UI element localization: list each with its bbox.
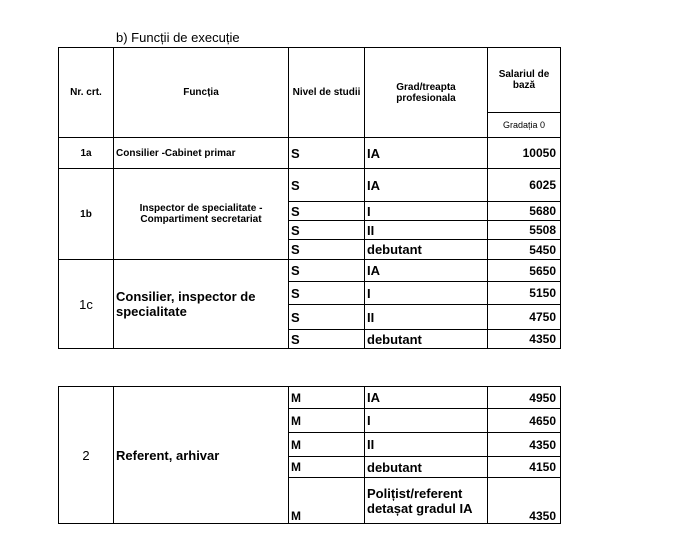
group-1c-salariu-2: 4750 [488,305,561,330]
group-2-salariu-4: 4350 [488,478,561,524]
group-1b-nivel-1: S [289,202,365,221]
header-salariul: Salariul de bază [488,48,561,113]
group-1c-salariu-3: 4350 [488,330,561,349]
group-1b-salariu-1: 5680 [488,202,561,221]
group-1c-nr: 1c [59,260,114,349]
salary-table-main [58,47,561,349]
group-1b-grad-0: IA [365,169,488,202]
group-1b-grad-1: I [365,202,488,221]
group-2-salariu-2: 4350 [488,433,561,457]
group-1b-functia: Inspector de specialitate - Compartiment secretariat [114,169,289,260]
group-2-nivel-4: M [289,478,365,524]
group-1c-grad-1: I [365,282,488,305]
salary-table-group-2 [58,386,561,524]
row-1a-nr: 1a [59,138,114,169]
group-1c-grad-3: debutant [365,330,488,349]
group-2-functia: Referent, arhivar [114,387,289,524]
group-1b-grad-3: debutant [365,240,488,260]
header-functia: Funcția [114,48,289,138]
group-2-salariu-1: 4650 [488,409,561,433]
group-2-grad-4: Polițist/referent detașat gradul IA [365,478,488,524]
header-grad: Grad/treapta profesionala [365,48,488,138]
group-1c-nivel-3: S [289,330,365,349]
header-nivel: Nivel de studii [289,48,365,138]
group-2-nivel-2: M [289,433,365,457]
group-1c-functia: Consilier, inspector de specialitate [114,260,289,349]
header-nr: Nr. crt. [59,48,114,138]
group-1b-nr: 1b [59,169,114,260]
group-2-grad-0: IA [365,387,488,409]
group-1c-nivel-1: S [289,282,365,305]
group-1b-nivel-2: S [289,221,365,240]
group-1c-nivel-0: S [289,260,365,282]
row-1a-grad: IA [365,138,488,169]
group-2-salariu-3: 4150 [488,457,561,478]
group-2-grad-2: II [365,433,488,457]
group-2-nivel-3: M [289,457,365,478]
group-1c-nivel-2: S [289,305,365,330]
group-1b-nivel-0: S [289,169,365,202]
group-1c-grad-2: II [365,305,488,330]
group-1b-nivel-3: S [289,240,365,260]
group-2-nr: 2 [59,387,114,524]
row-1a-functia: Consilier -Cabinet primar [114,138,289,169]
group-1b-salariu-0: 6025 [488,169,561,202]
group-1c-salariu-1: 5150 [488,282,561,305]
group-1c-salariu-0: 5650 [488,260,561,282]
group-2-grad-1: I [365,409,488,433]
header-gradatia: Gradația 0 [488,113,561,138]
group-1b-salariu-2: 5508 [488,221,561,240]
section-heading: b) Funcții de execuție [116,30,240,45]
group-1c-grad-0: IA [365,260,488,282]
group-2-salariu-0: 4950 [488,387,561,409]
group-1b-salariu-3: 5450 [488,240,561,260]
group-2-nivel-1: M [289,409,365,433]
row-1a-salariu: 10050 [488,138,561,169]
group-2-grad-3: debutant [365,457,488,478]
row-1a-nivel: S [289,138,365,169]
group-1b-grad-2: II [365,221,488,240]
group-2-nivel-0: M [289,387,365,409]
